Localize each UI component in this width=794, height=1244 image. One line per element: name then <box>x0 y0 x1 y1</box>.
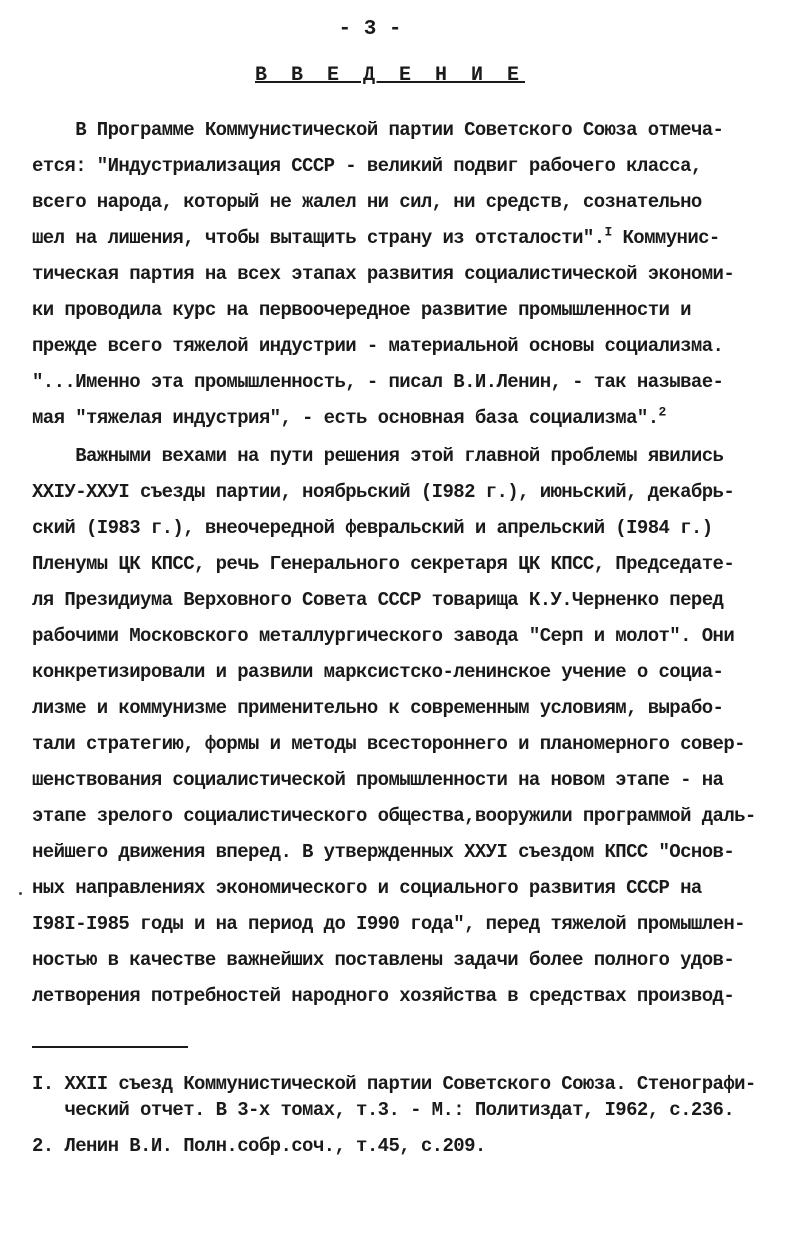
body-line: ский (I983 г.), внеочередной февральский и апрельский (I984 г.) <box>32 517 713 539</box>
footnote-ref-1: I <box>604 224 612 240</box>
body-line: конкретизировали и развили марксистско-ленинское учение о социа- <box>32 661 724 683</box>
footnote-separator <box>32 1046 188 1048</box>
body-line: I98I-I985 годы и на период до I990 года", перед тяжелой промышлен- <box>32 913 745 935</box>
section-title: В В Е Д Е Н И Е <box>254 64 526 87</box>
body-line: ля Президиума Верховного Совета СССР товарища К.У.Черненко перед <box>32 589 724 611</box>
page-number: - 3 - <box>338 18 402 41</box>
body-line: этапе зрелого социалистического общества,вооружили программой даль- <box>32 805 756 827</box>
body-line: "...Именно эта промышленность, - писал В.И.Ленин, - так называе- <box>32 371 724 393</box>
body-line: Пленумы ЦК КПСС, речь Генерального секретаря ЦК КПСС, Председате- <box>32 553 735 575</box>
body-line: ки проводила курс на первоочередное развитие промышленности и <box>32 299 691 321</box>
body-line: шенствования социалистической промышленности на новом этапе - на <box>32 769 724 791</box>
body-line: ностью в качестве важнейших поставлены задачи более полного удов- <box>32 949 735 971</box>
body-line-text: шел на лишения, чтобы вытащить страну из отсталости". <box>32 227 605 249</box>
body-line: летворения потребностей народного хозяйства в средствах производ- <box>32 985 735 1007</box>
body-line-with-footnote-ref <box>32 406 762 430</box>
scan-speck <box>19 892 22 895</box>
body-line: лизме и коммунизме применительно к современным условиям, вырабо- <box>32 697 724 719</box>
body-line: прежде всего тяжелой индустрии - материальной основы социализма. <box>32 335 724 357</box>
body-line-text: мая "тяжелая индустрия", - есть основная база социализма". <box>32 407 659 429</box>
footnote-ref-2: 2 <box>658 404 666 420</box>
body-line: нейшего движения вперед. В утвержденных XXУI съездом КПСС "Основ- <box>32 841 735 863</box>
body-line: тическая партия на всех этапах развития социалистической экономи- <box>32 263 735 285</box>
body-line: XXIУ-XXУI съезды партии, ноябрьский (I982 г.), июньский, декабрь- <box>32 481 735 503</box>
body-line: всего народа, который не жалел ни сил, ни средств, сознательно <box>32 191 702 213</box>
body-line: ется: "Индустриализация СССР - великий подвиг рабочего класса, <box>32 155 702 177</box>
body-line-tail: Коммунис- <box>611 227 720 249</box>
body-line: рабочими Московского металлургического завода "Серп и молот". Они <box>32 625 735 647</box>
body-line: тали стратегию, формы и методы всестороннего и планомерного совер- <box>32 733 745 755</box>
body-line: ных направлениях экономического и социального развития СССР на <box>32 877 702 899</box>
footnote-1-line: I. XXII съезд Коммунистической партии Советского Союза. Стенографи- <box>32 1073 756 1095</box>
body-line: В Программе Коммунистической партии Советского Союза отмеча- <box>32 119 724 141</box>
footnote-2-line: 2. Ленин В.И. Полн.собр.соч., т.45, с.209. <box>32 1135 486 1157</box>
footnote-1-line: ческий отчет. В 3-х томах, т.3. - М.: Политиздат, I962, с.236. <box>32 1099 735 1121</box>
body-line-with-footnote-ref <box>32 226 762 250</box>
body-line: Важными вехами на пути решения этой главной проблемы явились <box>32 445 724 467</box>
